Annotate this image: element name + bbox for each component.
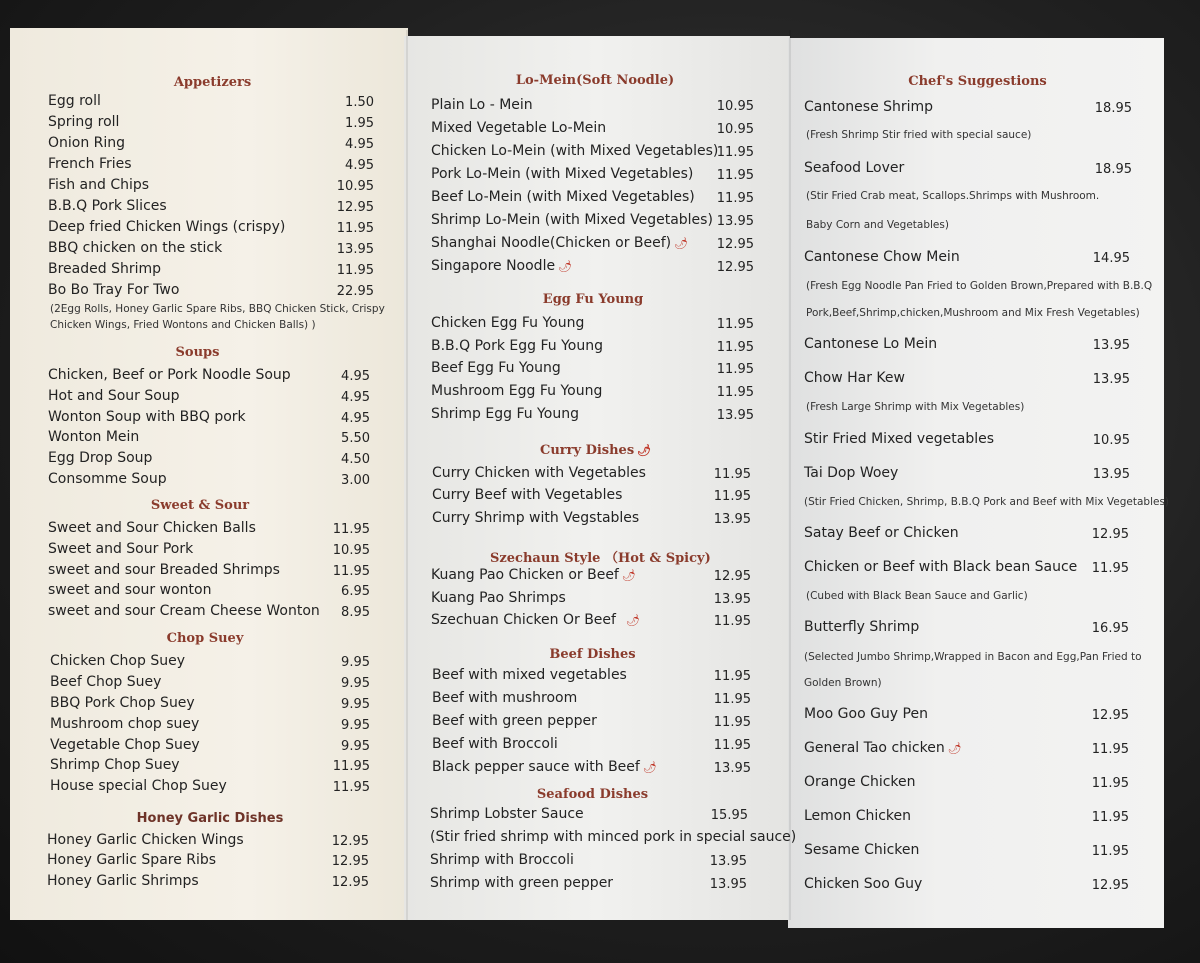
menu-item-name: Beef Egg Fu Young	[431, 360, 561, 376]
menu-item-name: Lemon Chicken	[804, 808, 912, 824]
menu-item-name: Plain Lo - Mein	[431, 97, 533, 113]
menu-item-name: Chicken Egg Fu Young	[431, 315, 585, 331]
menu-item-price: 11.95	[713, 467, 751, 482]
menu-item-price: 9.95	[341, 718, 370, 733]
menu-item-price: 4.50	[341, 452, 370, 467]
menu-item-note: (Fresh Large Shrimp with Mix Vegetables)	[806, 401, 1025, 413]
menu-item-name: Pork Lo-Mein (with Mixed Vegetables)	[431, 166, 694, 182]
menu-item-name: Beef with mixed vegetables	[432, 667, 627, 683]
menu-item-name: Tai Dop Woey	[804, 465, 899, 481]
menu-item-note: Pork,Beef,Shrimp,chicken,Mushroom and Mix Fresh Vegetables)	[806, 307, 1140, 319]
menu-item-name: Chow Har Kew	[804, 370, 905, 386]
menu-item-price: 4.95	[341, 390, 370, 405]
menu-item-note: (Stir Fried Chicken, Shrimp, B.B.Q Pork and Beef with Mix Vegetables)	[804, 496, 1170, 508]
menu-item-price: 16.95	[1091, 621, 1129, 636]
menu-item-name: Honey Garlic Shrimps	[47, 873, 199, 889]
section-title-lo-mein: Lo-Mein(Soft Noodle)	[515, 73, 675, 88]
section-title-szechuan: Szechaun Style （Hot & Spicy)	[490, 551, 711, 566]
menu-item-price: 11.95	[716, 168, 754, 183]
menu-item-name: Beef Lo-Mein (with Mixed Vegetables)	[431, 189, 695, 205]
menu-item-name	[431, 258, 572, 274]
menu-item-price: 11.95	[716, 362, 754, 377]
menu-item-label: Black pepper sauce with Beef	[432, 759, 640, 775]
menu-item-price: 12.95	[1091, 878, 1129, 893]
chili-pepper-icon: 🌶	[642, 761, 657, 774]
menu-item-price: 9.95	[341, 676, 370, 691]
menu-item-name: Shrimp Lobster Sauce	[430, 806, 584, 822]
menu-item-price: 11.95	[713, 614, 751, 629]
menu-item-label: Kuang Pao Chicken or Beef	[431, 567, 619, 583]
menu-item-price: 13.95	[1092, 467, 1130, 482]
section-title-honey-garlic: Honey Garlic Dishes	[136, 811, 284, 826]
menu-item-name	[432, 759, 657, 775]
menu-item-price: 10.95	[716, 122, 754, 137]
menu-item-name: Chicken Lo-Mein (with Mixed Vegetables)	[431, 143, 719, 159]
menu-item-price: 9.95	[341, 697, 370, 712]
menu-item-name: Cantonese Shrimp	[804, 99, 934, 115]
section-title-chop-suey: Chop Suey	[166, 631, 244, 646]
menu-item-price: 15.95	[710, 808, 748, 823]
menu-item-price: 11.95	[716, 191, 754, 206]
menu-item-name: Onion Ring	[48, 135, 126, 151]
menu-item-name: Beef Chop Suey	[50, 674, 162, 690]
menu-item-price: 9.95	[341, 655, 370, 670]
section-title-beef: Beef Dishes	[549, 647, 636, 662]
menu-item-name: Hot and Sour Soup	[48, 388, 180, 404]
menu-item-price: 13.95	[336, 242, 374, 257]
menu-item-price: 11.95	[336, 263, 374, 278]
menu-item-price: 22.95	[336, 284, 374, 299]
menu-item-note: (Stir fried shrimp with minced pork in special sauce)	[430, 829, 797, 845]
menu-item-name: Mixed Vegetable Lo-Mein	[431, 120, 607, 136]
menu-item-name: Sweet and Sour Chicken Balls	[48, 520, 256, 536]
menu-item-name: Cantonese Lo Mein	[804, 336, 938, 352]
menu-item-name: Shrimp Egg Fu Young	[431, 406, 579, 422]
menu-item-name: Curry Chicken with Vegetables	[432, 465, 646, 481]
menu-item-name: Spring roll	[48, 114, 120, 130]
menu-item-price: 11.95	[332, 564, 370, 579]
chili-pepper-icon: 🌶	[558, 260, 573, 273]
menu-item-name: sweet and sour Cream Cheese Wonton	[48, 603, 320, 619]
menu-item-name: Stir Fried Mixed vegetables	[804, 431, 995, 447]
menu-item-name: House special Chop Suey	[50, 778, 227, 794]
menu-item-name: Vegetable Chop Suey	[50, 737, 200, 753]
menu-item-note: Baby Corn and Vegetables)	[806, 219, 949, 231]
menu-item-price: 13.95	[709, 854, 747, 869]
menu-item-price: 1.95	[345, 116, 374, 131]
menu-item-price: 11.95	[713, 692, 751, 707]
fold-line	[406, 30, 408, 920]
section-title-chefs-suggestions: Chef's Suggestions	[908, 74, 1047, 89]
menu-item-name	[431, 612, 640, 628]
menu-item-price: 11.95	[1091, 561, 1129, 576]
menu-item-name: Bo Bo Tray For Two	[48, 282, 180, 298]
menu-item-note: Golden Brown)	[804, 677, 882, 689]
menu-item-price: 13.95	[716, 214, 754, 229]
menu-item-note: Chicken Wings, Fried Wontons and Chicken Balls) )	[50, 319, 316, 331]
menu-item-price: 13.95	[713, 512, 751, 527]
menu-item-price: 11.95	[716, 317, 754, 332]
menu-item-price: 1.50	[345, 95, 374, 110]
menu-item-price: 11.95	[713, 489, 751, 504]
menu-item-price: 12.95	[716, 237, 754, 252]
menu-item-price: 11.95	[336, 221, 374, 236]
section-title-seafood: Seafood Dishes	[536, 787, 649, 802]
menu-item-price: 13.95	[716, 408, 754, 423]
menu-item-name: French Fries	[48, 156, 132, 172]
menu-item-price: 11.95	[716, 145, 754, 160]
menu-item-price: 13.95	[713, 592, 751, 607]
menu-item-name	[804, 740, 962, 756]
menu-item-price: 11.95	[1091, 742, 1129, 757]
menu-item-name: Sweet and Sour Pork	[48, 541, 194, 557]
menu-item-name: Honey Garlic Chicken Wings	[47, 832, 244, 848]
section-title-soups: Soups	[175, 345, 220, 360]
menu-item-price: 13.95	[713, 761, 751, 776]
menu-item-note: (Selected Jumbo Shrimp,Wrapped in Bacon and Egg,Pan Fried to	[804, 651, 1142, 663]
menu-item-name: Satay Beef or Chicken	[804, 525, 959, 541]
menu-item-name: Chicken Chop Suey	[50, 653, 185, 669]
menu-item-price: 3.00	[341, 473, 370, 488]
menu-item-name: Wonton Mein	[48, 429, 140, 445]
menu-item-label: Szechuan Chicken Or Beef	[431, 612, 616, 628]
menu-item-name	[431, 567, 636, 583]
menu-item-price: 10.95	[1092, 433, 1130, 448]
menu-item-price: 14.95	[1092, 251, 1130, 266]
menu-item-name: Moo Goo Guy Pen	[804, 706, 928, 722]
chili-pepper-icon: 🌶	[637, 444, 652, 457]
menu-item-price: 11.95	[716, 340, 754, 355]
menu-item-price: 18.95	[1094, 162, 1132, 177]
menu-item-price: 9.95	[341, 739, 370, 754]
menu-item-price: 11.95	[713, 715, 751, 730]
menu-item-note: (Fresh Egg Noodle Pan Fried to Golden Brown,Prepared with B.B.Q	[806, 280, 1153, 292]
section-title-curry	[540, 443, 650, 458]
menu-item-label: Singapore Noodle	[431, 258, 556, 274]
menu-item-name: BBQ Pork Chop Suey	[50, 695, 195, 711]
menu-item-name: Breaded Shrimp	[48, 261, 162, 277]
menu-item-name: Curry Shrimp with Vegstables	[432, 510, 640, 526]
menu-item-name: Shrimp Lo-Mein (with Mixed Vegetables)	[431, 212, 713, 228]
menu-item-name: BBQ chicken on the stick	[48, 240, 223, 256]
menu-item-price: 4.95	[345, 158, 374, 173]
menu-item-label: General Tao chicken	[804, 740, 945, 756]
menu-item-price: 4.95	[345, 137, 374, 152]
menu-item-price: 11.95	[1091, 844, 1129, 859]
chili-pepper-icon: 🌶	[674, 237, 689, 250]
menu-item-price: 12.95	[331, 834, 369, 849]
menu-item-name: Beef with Broccoli	[432, 736, 558, 752]
menu-item-name: Curry Beef with Vegetables	[432, 487, 623, 503]
section-title-label: Curry Dishes	[540, 443, 635, 458]
section-title-sweet-sour: Sweet & Sour	[150, 498, 250, 513]
menu-item-price: 6.95	[341, 584, 370, 599]
menu-item-name: Cantonese Chow Mein	[804, 249, 960, 265]
menu-item-price: 4.95	[341, 411, 370, 426]
menu-item-name: Chicken Soo Guy	[804, 876, 923, 892]
menu-item-price: 12.95	[336, 200, 374, 215]
menu-item-price: 11.95	[332, 780, 370, 795]
menu-item-name: Mushroom chop suey	[50, 716, 200, 732]
menu-item-name: Fish and Chips	[48, 177, 150, 193]
menu-item-price: 10.95	[716, 99, 754, 114]
menu-item-price: 13.95	[1092, 372, 1130, 387]
menu-item-name: Sesame Chicken	[804, 842, 920, 858]
menu-item-price: 4.95	[341, 369, 370, 384]
menu-item-name: Egg roll	[48, 93, 101, 109]
chili-pepper-icon: 🌶	[621, 569, 636, 582]
menu-item-price: 11.95	[1091, 776, 1129, 791]
menu-item-name: Beef with green pepper	[432, 713, 597, 729]
menu-item-name: Chicken or Beef with Black bean Sauce	[804, 559, 1078, 575]
menu-item-price: 13.95	[1092, 338, 1130, 353]
menu-item-price: 13.95	[709, 877, 747, 892]
menu-item-name: Egg Drop Soup	[48, 450, 153, 466]
menu-item-label: Shanghai Noodle(Chicken or Beef)	[431, 235, 672, 251]
menu-item-name: Orange Chicken	[804, 774, 916, 790]
menu-item-note: (Cubed with Black Bean Sauce and Garlic)	[806, 590, 1028, 602]
menu-item-price: 10.95	[332, 543, 370, 558]
menu-item-note: (Stir Fried Crab meat, Scallops.Shrimps with Mushroom.	[806, 190, 1100, 202]
menu-item-name: Mushroom Egg Fu Young	[431, 383, 603, 399]
menu-item-price: 8.95	[341, 605, 370, 620]
menu-item-name: Deep fried Chicken Wings (crispy)	[48, 219, 286, 235]
menu-item-price: 11.95	[332, 759, 370, 774]
menu-item-name	[431, 235, 688, 251]
menu-item-price: 11.95	[713, 738, 751, 753]
menu-item-price: 12.95	[716, 260, 754, 275]
menu-item-price: 12.95	[331, 854, 369, 869]
menu-item-name: B.B.Q Pork Egg Fu Young	[431, 338, 603, 354]
menu-item-price: 10.95	[336, 179, 374, 194]
chili-pepper-icon: 🌶	[947, 742, 962, 755]
menu-item-price: 11.95	[716, 385, 754, 400]
fold-line	[789, 30, 791, 920]
menu-item-name: Seafood Lover	[804, 160, 905, 176]
menu-item-name: Wonton Soup with BBQ pork	[48, 409, 246, 425]
chili-pepper-icon: 🌶	[625, 614, 640, 627]
menu-item-name: Consomme Soup	[48, 471, 167, 487]
menu-item-note: (2Egg Rolls, Honey Garlic Spare Ribs, BBQ Chicken Stick, Crispy	[50, 303, 385, 315]
menu-item-name: Butterfly Shrimp	[804, 619, 920, 635]
menu-item-name: Chicken, Beef or Pork Noodle Soup	[48, 367, 291, 383]
menu-item-name: Shrimp Chop Suey	[50, 757, 180, 773]
menu-item-price: 11.95	[332, 522, 370, 537]
menu-item-price: 18.95	[1094, 101, 1132, 116]
menu-item-name: B.B.Q Pork Slices	[48, 198, 167, 214]
menu-item-name: Shrimp with Broccoli	[430, 852, 574, 868]
menu-item-name: Honey Garlic Spare Ribs	[47, 852, 217, 868]
menu-item-price: 12.95	[713, 569, 751, 584]
menu-item-name: Beef with mushroom	[432, 690, 578, 706]
menu-item-price: 5.50	[341, 431, 370, 446]
menu-item-name: Kuang Pao Shrimps	[431, 590, 566, 606]
menu-item-price: 12.95	[1091, 527, 1129, 542]
menu-item-price: 11.95	[713, 669, 751, 684]
menu-item-note: (Fresh Shrimp Stir fried with special sauce)	[806, 129, 1032, 141]
menu-item-name: sweet and sour wonton	[48, 582, 212, 598]
menu-item-price: 12.95	[331, 875, 369, 890]
section-title-egg-fu-young: Egg Fu Young	[542, 292, 644, 307]
menu-item-price: 11.95	[1091, 810, 1129, 825]
menu-item-name: Shrimp with green pepper	[430, 875, 614, 891]
menu-item-price: 12.95	[1091, 708, 1129, 723]
menu-item-name: sweet and sour Breaded Shrimps	[48, 562, 280, 578]
section-title-appetizers: Appetizers	[173, 75, 252, 90]
